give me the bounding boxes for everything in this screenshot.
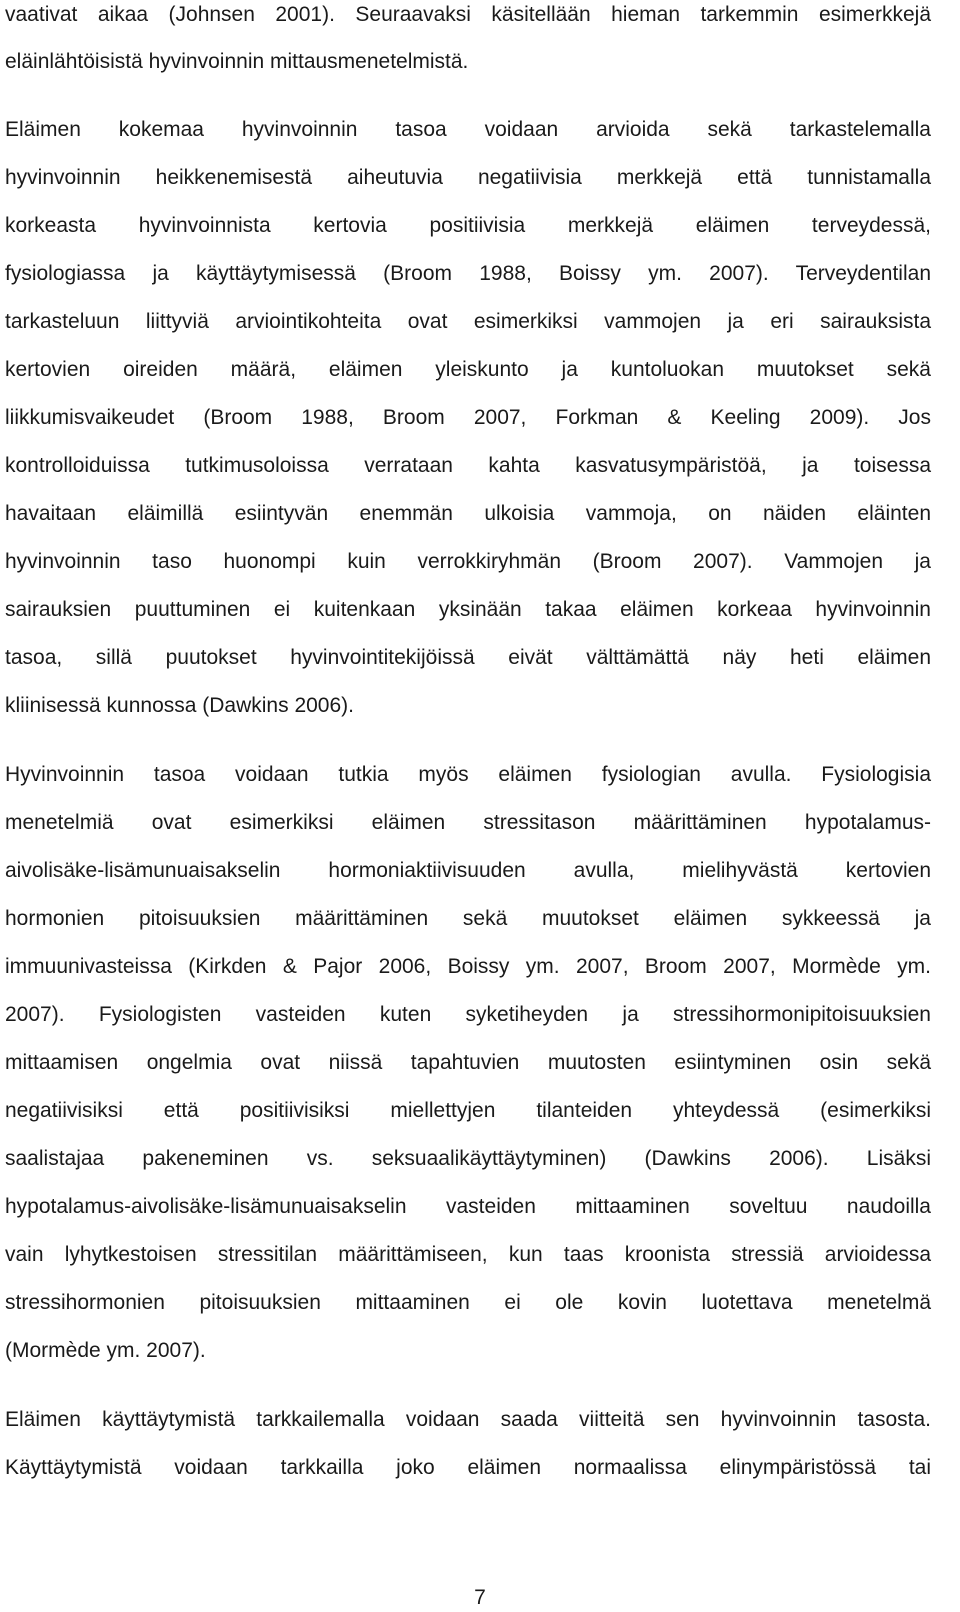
text-line: immuunivasteissa (Kirkden & Pajor 2006, Boissy ym. 2007, Broom 2007, Mormède ym. xyxy=(5,955,931,978)
text-line: korkeasta hyvinvoinnista kertovia positiivisia merkkejä eläimen terveydessä, xyxy=(5,214,931,237)
text-line: sairauksien puuttuminen ei kuitenkaan yksinään takaa eläimen korkeaa hyvinvoinnin xyxy=(5,598,931,621)
text-line: menetelmiä ovat esimerkiksi eläimen stressitason määrittäminen hypotalamus- xyxy=(5,811,931,834)
text-line: vaativat aikaa (Johnsen 2001). Seuraavaksi käsitellään hieman tarkemmin esimerkkejä xyxy=(5,3,931,26)
text-line: Käyttäytymistä voidaan tarkkailla joko eläimen normaalissa elinympäristössä tai xyxy=(5,1456,931,1479)
text-line: kontrolloiduissa tutkimusoloissa verrataan kahta kasvatusympäristöä, ja toisessa xyxy=(5,454,931,477)
text-line: Eläimen kokemaa hyvinvoinnin tasoa voidaan arvioida sekä tarkastelemalla xyxy=(5,118,931,141)
text-line: stressihormonien pitoisuuksien mittaaminen ei ole kovin luotettava menetelmä xyxy=(5,1291,931,1314)
text-line: mittaamisen ongelmia ovat niissä tapahtuvien muutosten esiintyminen osin sekä xyxy=(5,1051,931,1074)
text-line: tarkasteluun liittyviä arviointikohteita ovat esimerkiksi vammojen ja eri sairauksista xyxy=(5,310,931,333)
text-line: Hyvinvoinnin tasoa voidaan tutkia myös eläimen fysiologian avulla. Fysiologisia xyxy=(5,763,931,786)
text-line: hyvinvoinnin heikkenemisestä aiheutuvia negatiivisia merkkejä että tunnistamalla xyxy=(5,166,931,189)
text-line: fysiologiassa ja käyttäytymisessä (Broom 1988, Boissy ym. 2007). Terveydentilan xyxy=(5,262,931,285)
text-line: havaitaan eläimillä esiintyvän enemmän ulkoisia vammoja, on näiden eläinten xyxy=(5,502,931,525)
text-line: eläinlähtöisistä hyvinvoinnin mittausmenetelmistä. xyxy=(5,50,469,73)
text-line: kertovien oireiden määrä, eläimen yleiskunto ja kuntoluokan muutokset sekä xyxy=(5,358,931,381)
text-line: (Mormède ym. 2007). xyxy=(5,1339,206,1362)
text-line: hyvinvoinnin taso huonompi kuin verrokkiryhmän (Broom 2007). Vammojen ja xyxy=(5,550,931,573)
text-line: hypotalamus-aivolisäke-lisämunuaisakselin vasteiden mittaaminen soveltuu naudoilla xyxy=(5,1195,931,1218)
text-line: Eläimen käyttäytymistä tarkkailemalla voidaan saada viitteitä sen hyvinvoinnin tasosta. xyxy=(5,1408,931,1431)
text-line: kliinisessä kunnossa (Dawkins 2006). xyxy=(5,694,354,717)
text-line: hormonien pitoisuuksien määrittäminen sekä muutokset eläimen sykkeessä ja xyxy=(5,907,931,930)
text-line: aivolisäke-lisämunuaisakselin hormoniaktiivisuuden avulla, mielihyvästä kertovien xyxy=(5,859,931,882)
text-line: saalistajaa pakeneminen vs. seksuaalikäyttäytyminen) (Dawkins 2006). Lisäksi xyxy=(5,1147,931,1170)
page-number: 7 xyxy=(474,1586,486,1609)
text-line: negatiivisiksi että positiivisiksi miellettyjen tilanteiden yhteydessä (esimerkiksi xyxy=(5,1099,931,1122)
text-line: liikkumisvaikeudet (Broom 1988, Broom 2007, Forkman & Keeling 2009). Jos xyxy=(5,406,931,429)
text-line: tasoa, sillä puutokset hyvinvointitekijöissä eivät välttämättä näy heti eläimen xyxy=(5,646,931,669)
text-line: vain lyhytkestoisen stressitilan määrittämiseen, kun taas kroonista stressiä arvioidessa xyxy=(5,1243,931,1266)
text-line: 2007). Fysiologisten vasteiden kuten syketiheyden ja stressihormonipitoisuuksien xyxy=(5,1003,931,1026)
